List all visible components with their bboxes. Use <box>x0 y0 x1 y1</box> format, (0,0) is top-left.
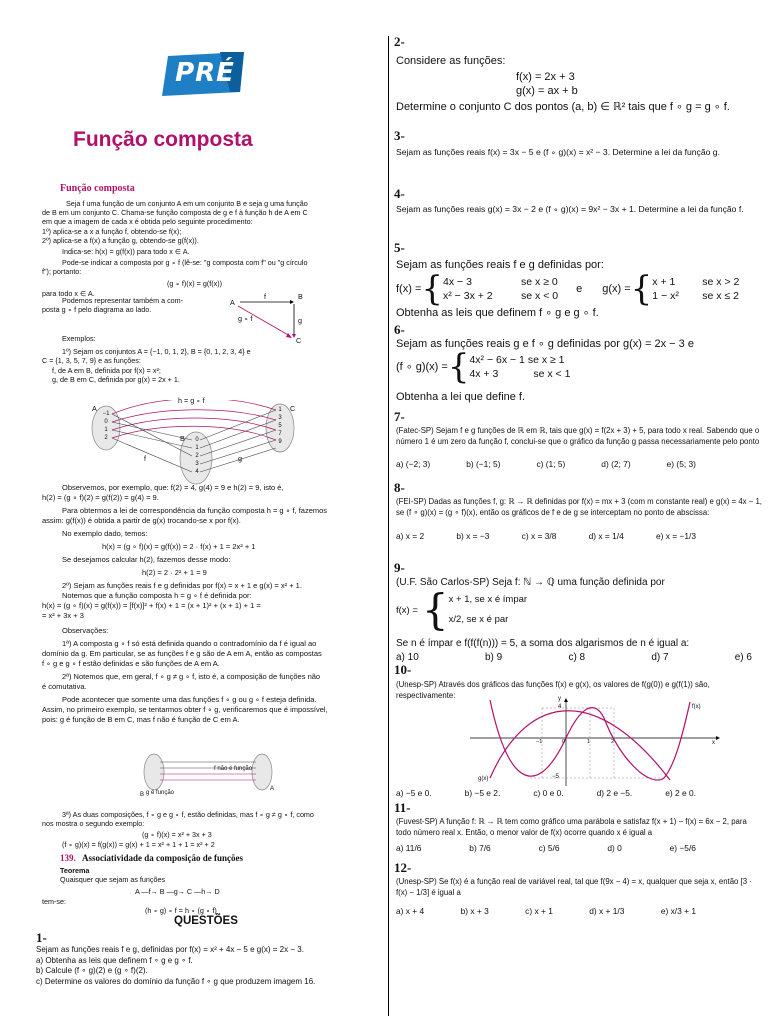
arrow-formula: A —f→ B —g→ C —h→ D <box>135 887 220 897</box>
question-1-item: b) Calcule (f ∘ g)(2) e (g ∘ f)(2). <box>36 966 148 975</box>
intro-line: Seja f uma função de um conjunto A em um conjunto B e seja g uma função <box>66 199 308 208</box>
question-3-number: 3- <box>394 128 405 143</box>
question-11-number: 11- <box>394 800 411 815</box>
question-9-case2: x/2, se x é par <box>448 614 509 625</box>
venn2-f-label: f não é função <box>214 766 253 772</box>
option-b[interactable]: b) x = −3 <box>456 531 490 541</box>
option-e[interactable]: e) 6 <box>734 652 752 663</box>
question-9-number: 9- <box>394 560 405 575</box>
section-title: Função composta <box>60 183 135 194</box>
observemos-line: h(2) = (g ∘ f)(2) = g(f(2)) = g(4) = 9. <box>42 493 159 502</box>
question-5-f-cases <box>443 275 558 303</box>
podemos-text <box>42 296 222 314</box>
diagram-label-g: g <box>298 316 302 325</box>
exemplo1-line: g, de B em C, definida por g(x) = 2x + 1. <box>52 374 180 384</box>
venn1-c-item: 7 <box>278 431 282 437</box>
obs3-line: 3ª) As duas composições, f ∘ g e g ∘ f, estão definidas, mas f ∘ g ≠ g ∘ f, como <box>62 810 314 819</box>
question-6-number: 6- <box>394 322 405 337</box>
option-d[interactable]: d) x = 1/4 <box>588 531 624 541</box>
observacoes-line: f ∘ g e g ∘ f estão definidas e são funções de A em A. <box>42 659 220 668</box>
venn2-b-label: B <box>140 792 145 798</box>
graph-x-tick: 2 <box>611 739 615 745</box>
obs3-line: nos mostra o segundo exemplo: <box>42 819 145 829</box>
observacoes-line: pois: g é função de B em C, mas f não é função de C em A. <box>42 715 240 724</box>
exemplo2-line: 2º) Sejam as funções reais f e g definidas por f(x) = x + 1 e g(x) = x² + 1. <box>62 581 302 590</box>
venn1-a-label: A <box>92 404 97 413</box>
question-5-g-label: g(x) = <box>602 283 631 295</box>
option-c[interactable]: c) (1; 5) <box>536 459 566 469</box>
calc-label: Se desejamos calcular h(2), fazemos desse modo: <box>62 555 231 564</box>
option-c[interactable]: c) 0 e 0. <box>533 788 564 798</box>
podemos-line: Podemos representar também a com- <box>62 296 184 305</box>
question-9-text: (U.F. São Carlos-SP) Seja f: ℕ → ℚ uma função definida por <box>396 577 665 588</box>
question-6-function <box>396 347 571 387</box>
question-5-outro: Obtenha as leis que definem f ∘ g e g ∘ f. <box>396 307 599 319</box>
venn-diagram-2 <box>140 750 280 802</box>
question-5-g-expr1: x + 1 <box>652 276 676 288</box>
question-7-options <box>396 459 696 469</box>
question-3-text: Sejam as funções reais f(x) = 3x − 5 e (f ∘ g)(x) = x² − 3. Determine a lei da função g. <box>396 147 720 157</box>
question-8-number: 8- <box>394 480 405 495</box>
option-c[interactable]: c) x + 1 <box>525 906 553 916</box>
option-a[interactable]: a) 11/6 <box>396 843 422 853</box>
pode-line: Pode-se indicar a composta por g ∘ f (lê-se: "g composta com f" ou "g círculo <box>62 258 308 268</box>
question-6-outro: Obtenha a lei que define f. <box>396 391 526 403</box>
question-5-g-cond1: se x > 2 <box>702 276 740 288</box>
venn1-c-item: 1 <box>278 407 282 413</box>
observemos-block <box>42 483 347 725</box>
para-todo-line: para todo x ∈ A. <box>42 288 95 298</box>
option-c[interactable]: c) x = 3/8 <box>521 531 557 541</box>
option-a[interactable]: a) x = 2 <box>396 531 425 541</box>
question-9-function <box>396 585 528 634</box>
venn1-b-item: 1 <box>195 445 199 451</box>
option-d[interactable]: d) 2 e −5. <box>596 788 633 798</box>
question-10-graph-shapes <box>470 698 720 786</box>
option-d[interactable]: d) 0 <box>607 843 622 853</box>
venn2-a-label: A <box>270 786 275 792</box>
venn1-b-item: 2 <box>195 453 199 459</box>
observemos-line: Para obtermos a lei de correspondência da função composta h = g ∘ f, fazemos <box>62 506 328 515</box>
question-5-intro: Sejam as funções reais f e g definidas por: <box>396 259 604 271</box>
tem-se-line: tem-se: <box>42 896 66 906</box>
question-5-e: e <box>576 283 583 295</box>
question-5-f-expr2: x² − 3x + 2 <box>443 290 493 302</box>
option-c[interactable]: c) 5/6 <box>538 843 560 853</box>
diagram-label-f: f <box>264 292 266 301</box>
exemplos-block <box>42 334 347 384</box>
indica-line: Indica-se: h(x) = g(f(x)) para todo x ∈ A. <box>62 247 190 257</box>
observemos-line: No exemplo dado, temos: <box>62 529 148 538</box>
question-2-g: g(x) = ax + b <box>516 85 578 97</box>
observacoes-line: 2ª) Notemos que, em geral, f ∘ g ≠ g ∘ f, isto é, a composição de funções não <box>62 672 321 681</box>
question-6-case2: 4x + 3 se x < 1 <box>469 368 571 380</box>
intro-line: em que a imagem de cada x é obtida pelo seguinte procedimento: <box>42 217 253 227</box>
intro-line: 2º) aplica-se a f(x) a função g, obtendo-se g(f(x)). <box>42 235 199 245</box>
venn-diagram-1 <box>90 396 300 490</box>
obs3-formula: (g ∘ f)(x) = x² + 3x + 3 <box>142 830 212 840</box>
observemos-line: Observemos, por exemplo, que: f(2) = 4, g(4) = 9 e h(2) = 9, isto é, <box>62 483 284 492</box>
left-brace-icon: { <box>421 269 444 309</box>
question-5-number: 5- <box>394 240 405 255</box>
left-brace-icon: { <box>421 585 449 634</box>
venn1-c-item: 3 <box>278 415 282 421</box>
option-e[interactable]: e) x/3 + 1 <box>660 906 696 916</box>
question-5-f-cond2: se x < 0 <box>521 290 559 302</box>
quaisquer-line: Quaisquer que sejam as funções <box>60 875 166 885</box>
question-11-options <box>396 843 696 853</box>
left-brace-icon: { <box>630 269 653 309</box>
observacoes-line: domínio da g. Em particular, se as funções f e g são de A em A, então as compostas <box>42 649 322 658</box>
intro-line: de B em um conjunto C. Chama-se função composta de g e f à função h de A em C <box>42 208 308 218</box>
question-2-number: 2- <box>394 34 405 49</box>
venn1-c-item: 5 <box>278 423 282 429</box>
option-a[interactable]: a) x + 4 <box>396 906 425 916</box>
diagram-label-a: A <box>230 298 235 307</box>
venn1-h-label: h = g ∘ f <box>178 396 205 405</box>
graph-x-tick: 1 <box>587 739 591 745</box>
venn1-a-items <box>98 410 114 442</box>
question-5-f-label: f(x) = <box>396 283 422 295</box>
question-1-number: 1- <box>36 930 47 945</box>
observacoes-line: 1ª) A composta g ∘ f só está definida quando o contradomínio da f é igual ao <box>62 639 317 648</box>
assoc-title: Associatividade da composição de funções <box>82 853 244 863</box>
assoc-num: 139. <box>60 853 76 863</box>
teorema-label: Teorema <box>60 866 90 875</box>
question-5-g-case1 <box>652 275 739 289</box>
option-a[interactable]: a) −5 e 0. <box>396 788 432 798</box>
question-9-case1: x + 1, se x é ímpar <box>448 594 528 605</box>
option-b[interactable]: b) x + 3 <box>460 906 489 916</box>
question-11-text: (Fuvest-SP) A função f: ℝ → ℝ tem como gráfico uma parábola e satisfaz f(x + 1) − f(x) = 6x − 2, para todo número real x. Então, o menor valor de f(x) ocorre quando x é igual a <box>396 817 747 837</box>
question-5-g-expr2: 1 − x² <box>652 290 679 302</box>
obs3-block <box>42 810 347 849</box>
intro-line: 1º) aplica-se a x a função f, obtendo-se f(x); <box>42 226 182 236</box>
question-6-cases <box>469 353 570 381</box>
option-c[interactable]: c) 8 <box>568 652 586 663</box>
question-6-intro: Sejam as funções reais g e f ∘ g definidas por g(x) = 2x − 3 e <box>396 338 694 350</box>
question-5-f-case2 <box>443 289 558 303</box>
question-5-f-cond1: se x ≥ 0 <box>521 276 558 288</box>
question-1-item: c) Determine os valores do domínio da função f ∘ g que produzem imagem 16. <box>36 976 316 986</box>
assoc-formula: (h ∘ g) ∘ f = h ∘ (g ∘ f) <box>145 905 217 915</box>
question-5-functions <box>396 269 768 309</box>
question-9-cases <box>449 590 527 630</box>
option-d[interactable]: d) 7 <box>651 652 669 663</box>
option-e[interactable]: e) −5/6 <box>669 843 696 853</box>
option-a[interactable]: a) (−2; 3) <box>396 459 431 469</box>
questoes-heading: QUESTÕES <box>174 915 238 927</box>
graph-f-label: f(x) <box>692 704 701 710</box>
question-12-number: 12- <box>394 860 412 875</box>
graph-g-label: g(x) <box>478 776 489 782</box>
venn2-g-label: g é função <box>146 790 175 796</box>
page-title: Função composta <box>73 128 253 151</box>
exemplos-title: Exemplos: <box>62 334 96 343</box>
question-5-g-case2 <box>652 289 739 303</box>
question-2-text: Determine o conjunto C dos pontos (a, b) ∈ ℝ² tais que f ∘ g = g ∘ f. <box>396 101 730 113</box>
question-2-f: f(x) = 2x + 3 <box>516 71 575 83</box>
venn1-c-items <box>272 406 288 446</box>
question-4-number: 4- <box>394 186 405 201</box>
venn1-b-item: 3 <box>195 461 199 467</box>
assoc-block <box>42 866 340 915</box>
right-column <box>390 0 768 1024</box>
venn1-b-item: 0 <box>195 437 199 443</box>
observacoes-line: Pode acontecer que somente uma das funções f ∘ g ou g ∘ f esteja definida. <box>62 695 317 704</box>
venn1-a-item: 0 <box>104 419 108 425</box>
exemplo1-line: 1º) Sejam os conjuntos A = {−1, 0, 1, 2}, B = {0, 1, 2, 3, 4} e <box>62 347 251 357</box>
question-5-g-cond2: se x ≤ 2 <box>702 290 739 302</box>
option-d[interactable]: d) x + 1/3 <box>589 906 625 916</box>
question-9-text2: Se n é ímpar e f(f(f(n))) = 5, a soma dos algarismos de n é igual a: <box>396 638 690 649</box>
question-6-label: (f ∘ g)(x) = <box>396 361 448 373</box>
question-7-number: 7- <box>394 409 405 424</box>
formula-composta: (g ∘ f)(x) = g(f(x)) <box>166 278 222 288</box>
option-e[interactable]: e) 2 e 0. <box>665 788 696 798</box>
question-5-g-cases <box>652 275 739 303</box>
exemplo2-line: = x² + 3x + 3 <box>42 611 84 620</box>
exemplo2-line: h(x) = (g ∘ f)(x) = g(f(x)) = [f(x)]² + f(x) + 1 = (x + 1)² + (x + 1) + 1 = <box>42 601 261 610</box>
option-b[interactable]: b) (−1; 5) <box>466 459 501 469</box>
diagram-label-c: C <box>296 336 302 345</box>
venn1-b-items <box>190 436 204 476</box>
assoc-heading <box>60 853 243 863</box>
observacoes-title: Observações: <box>62 626 109 635</box>
venn1-f-label: f <box>144 454 146 463</box>
graph-y-label: y <box>558 696 561 702</box>
calc-formula: h(2) = 2 · 2² + 1 = 9 <box>142 568 207 577</box>
question-6-case1: 4x² − 6x − 1 se x ≥ 1 <box>469 354 565 366</box>
graph-y-top: 4 <box>558 704 562 710</box>
observemos-line: assim: g(f(x)) é obtida a partir de g(x) trocando-se x por f(x). <box>42 516 241 525</box>
venn1-b-item: 4 <box>195 469 199 475</box>
graph-y-bot: −5 <box>552 774 559 780</box>
diagram-label-b: B <box>298 292 303 301</box>
option-e[interactable]: e) x = −1/3 <box>655 531 696 541</box>
question-12-options <box>396 906 696 916</box>
question-5-f-expr1: 4x − 3 <box>443 276 472 288</box>
question-9-label: f(x) = <box>396 604 418 616</box>
intro-text <box>42 199 347 298</box>
observacoes-line: Assim, no primeiro exemplo, se tentarmos obter f ∘ g, verificaremos que é impossível, <box>42 705 328 714</box>
graph-x-label: x <box>712 740 715 746</box>
venn1-b-label: B <box>180 434 185 443</box>
venn1-a-item: 1 <box>104 427 108 433</box>
exemplo2-line: Notemos que a função composta h = g ∘ f é definida por: <box>62 591 252 600</box>
option-b[interactable]: b) 9 <box>485 652 503 663</box>
observacoes-line: é comutativa. <box>42 682 87 691</box>
obs3-formula: (f ∘ g)(x) = f(g(x)) = g(x) + 1 = x² + 1 + 1 = x² + 2 <box>62 839 215 849</box>
hx-formula: h(x) = (g ∘ f)(x) = g(f(x)) = 2 · f(x) + 1 = 2x² + 1 <box>102 542 256 551</box>
question-10-number: 10- <box>394 662 412 677</box>
exemplo1-line: C = {1, 3, 5, 7, 9} e as funções: <box>42 356 141 366</box>
option-b[interactable]: b) 7/6 <box>469 843 491 853</box>
pode-line: f"); portanto: <box>42 267 82 277</box>
venn1-a-item: 2 <box>104 435 108 441</box>
question-9-options <box>396 652 752 663</box>
question-10-text: (Unesp-SP) Através dos gráficos das funções f(x) e g(x), os valores de f(g(0)) e g(f(1)) são, respectivamente: <box>396 680 710 700</box>
question-2-intro: Considere as funções: <box>396 55 506 67</box>
venn1-a-item: −1 <box>102 411 110 417</box>
question-10-options <box>396 788 696 798</box>
venn1-c-item: 9 <box>278 439 282 445</box>
question-5-f-case1 <box>443 275 558 289</box>
question-8-options <box>396 531 696 541</box>
question-12-text: (Unesp-SP) Se f(x) é a função real de variável real, tal que f(9x − 4) = x, qualquer que seja x, então [3 · f(x) − 1/3] é igual a <box>396 877 752 897</box>
question-8-text: (FEI-SP) Dadas as funções f, g: ℝ → ℝ definidas por f(x) = mx + 3 (com m constante real) e g(x) = 4x − 1, se (f ∘ g)(x) = (g ∘ f)(x), então os gráficos de f e de g se interceptam no ponto de abscissa: <box>396 497 762 517</box>
option-a[interactable]: a) 10 <box>396 652 419 663</box>
option-d[interactable]: d) (2; 7) <box>601 459 631 469</box>
diagram-label-gof: g ∘ f <box>238 314 253 323</box>
venn1-g-label: g <box>238 454 242 463</box>
venn1-c-label: C <box>290 404 296 413</box>
question-1-item: a) Obtenha as leis que definem f ∘ g e g ∘ f. <box>36 955 193 965</box>
left-brace-icon: { <box>447 347 470 387</box>
question-7-text: (Fatec-SP) Sejam f e g funções de ℝ em ℝ, tais que g(x) = f(2x + 3) + 5, para todo x real. Sabendo que o número 1 é um zero da função f, conclui-se que o gráfico da função g passa necessariamente pelo ponto <box>396 426 760 446</box>
option-b[interactable]: b) −5 e 2. <box>464 788 501 798</box>
graph-x-tick: −1 <box>536 739 543 745</box>
exemplo1-line: f, de A em B, definida por f(x) = x²; <box>52 365 161 375</box>
question-1 <box>36 945 376 987</box>
pre-logo <box>160 52 246 96</box>
option-e[interactable]: e) (5; 3) <box>666 459 696 469</box>
podemos-line: posta g ∘ f pelo diagrama ao lado. <box>42 305 152 315</box>
question-4-text: Sejam as funções reais g(x) = 3x − 2 e (f ∘ g)(x) = 9x² − 3x + 1. Determine a lei da função f. <box>396 204 744 214</box>
question-1-text: Sejam as funções reais f e g, definidas por f(x) = x² + 4x − 5 e g(x) = 2x − 3. <box>36 945 304 954</box>
pre-logo-text: PRÉ <box>175 58 235 88</box>
graph-x-tick: 0 <box>562 739 566 745</box>
question-10-graph <box>470 698 720 786</box>
